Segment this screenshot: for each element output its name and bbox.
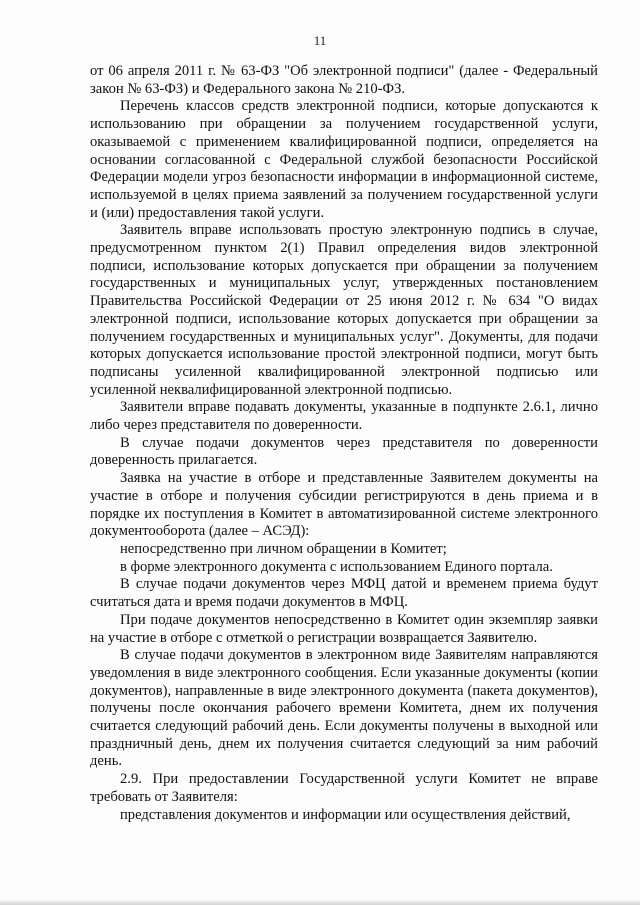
paragraph-mfc: В случае подачи документов через МФЦ датой и временем приема будут считаться дата и время подачи документов в МФЦ. xyxy=(90,576,598,611)
paragraph-requirements: представления документов и информации или осуществления действий, xyxy=(120,806,571,823)
scan-bottom-edge xyxy=(0,899,640,905)
paragraph-electronic-form: в форме электронного документа с использованием Единого портала. xyxy=(120,558,553,575)
paragraph-copy-returned: При подаче документов непосредственно в Комитет один экземпляр заявки на участие в отборе с отметкой о регистрации возвращается Заявителю. xyxy=(90,611,598,646)
paragraph-electronic-notifications: В случае подачи документов в электронном виде Заявителям направляются уведомления в виде электронного сообщения. Если указанные документы (копии документов), направленные в виде электронного документа (пакета документов), получены после окончания рабочего времени Комитета, днем их получения считается следующий рабочий день. Если документы получены в выходной или праздничный день, днем их получения считается следующий за ним рабочий день. xyxy=(90,647,598,770)
paragraph-in-person: непосредственно при личном обращении в Комитет; xyxy=(120,540,447,557)
paragraph-continuation: от 06 апреля 2011 г. № 63-ФЗ "Об электронной подписи" (далее - Федеральный закон № 63-ФЗ) и Федерального закона № 210-ФЗ. xyxy=(90,63,598,97)
paragraph-simple-signature: Заявитель вправе использовать простую электронную подпись в случае, предусмотренном пунктом 2(1) Правил определения видов электронной подписи, использование которых допускается при обращении за получением государственных и муниципальных услуг, утвержденных постановлением Правительства Российской Федерации от 25 июня 2012 г. № 634 "О видах электронной подписи, использование которых допускается при обращении за получением государственных и муниципальных услуг". Документы, для подачи которых допускается использование простой электронной подписи, могут быть подписаны усиленной квалифицированной электронной подписью или усиленной неквалифицированной электронной подписью. xyxy=(90,222,598,398)
paragraph-section-2-9: 2.9. При предоставлении Государственной услуги Комитет не вправе требовать от Заявителя: xyxy=(90,771,598,805)
paragraph-registration: Заявка на участие в отборе и представленные Заявителем документы на участие в отборе и получения субсидии регистрируются в день приема и в порядке их поступления в Комитет в автоматизированной системе электронного документооборота (далее – АСЭД): xyxy=(90,470,598,540)
document-body xyxy=(90,63,598,824)
page-number: 11 xyxy=(313,33,327,48)
paragraph-power-of-attorney: В случае подачи документов через представителя по доверенности доверенность прилагается. xyxy=(90,434,598,469)
paragraph-submission-methods: Заявители вправе подавать документы, указанные в подпункте 2.6.1, лично либо через представителя по доверенности. xyxy=(90,399,598,434)
paragraph-signature-classes: Перечень классов средств электронной подписи, которые допускаются к использованию при обращении за получением государственной услуги, оказываемой с применением квалифицированной подписи, определяется на основании согласованной с Федеральной службой безопасности Российской Федерации модели угроз безопасности информации в информационной системе, используемой в целях приема заявлений за получением государственной услуги и (или) предоставления такой услуги. xyxy=(90,98,598,221)
